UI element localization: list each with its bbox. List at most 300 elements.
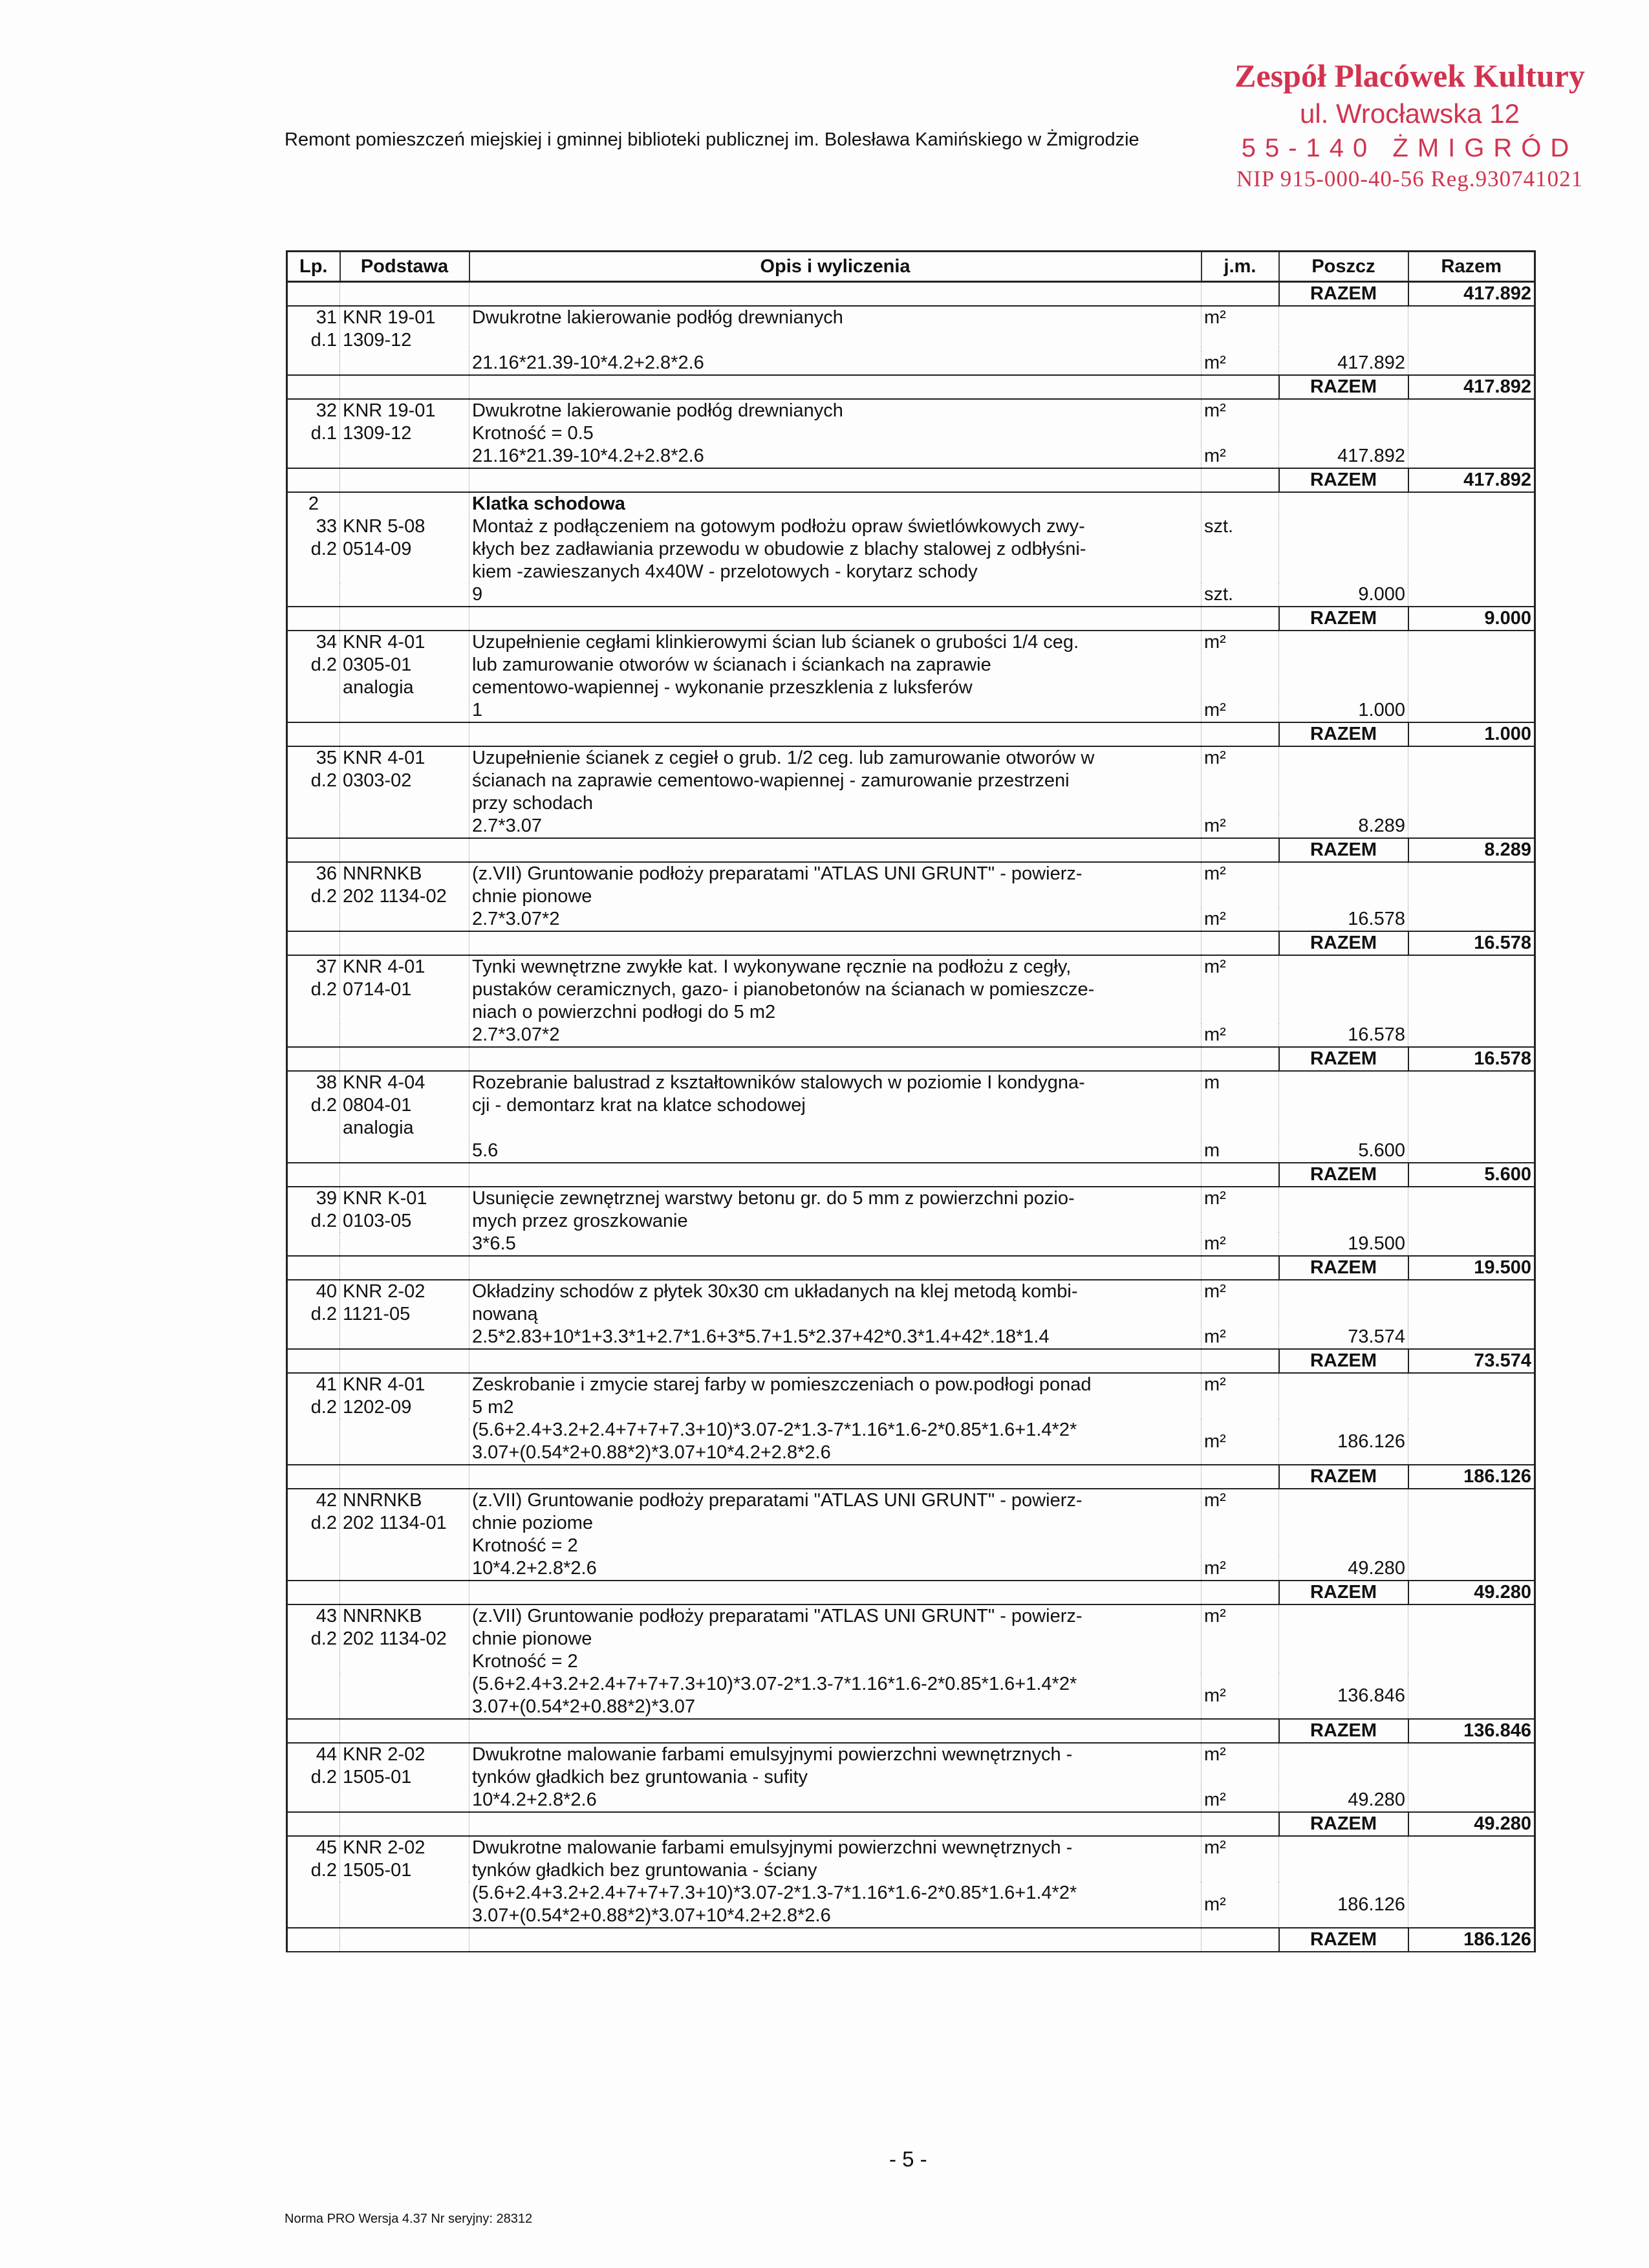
razem-desc-empty — [469, 1047, 1202, 1071]
item-lp-line: 42 — [316, 1490, 337, 1511]
calc-unit: m² — [1202, 1024, 1279, 1047]
razem-value: 49.280 — [1408, 1581, 1535, 1604]
calc-lp-empty — [287, 1139, 340, 1163]
razem-value: 417.892 — [1408, 468, 1535, 492]
table-row — [287, 1373, 1535, 1419]
item-lp — [287, 306, 340, 352]
item-description-line: Rozebranie balustrad z kształtowników stalowych w poziomie I kondygna- — [472, 1072, 1085, 1093]
razem-row — [287, 1349, 1535, 1373]
item-description — [469, 1280, 1202, 1326]
software-footer: Norma PRO Wersja 4.37 Nr seryjny: 28312 — [285, 2212, 533, 2226]
calc-total-empty — [1408, 583, 1535, 607]
item-lp — [287, 1489, 340, 1557]
item-lp — [287, 955, 340, 1024]
calc-expression — [469, 1557, 1202, 1581]
razem-label: RAZEM — [1279, 468, 1408, 492]
table-row — [287, 1187, 1535, 1233]
item-unit: m² — [1202, 862, 1279, 908]
razem-label: RAZEM — [1279, 607, 1408, 631]
razem-unit-empty — [1202, 1581, 1279, 1604]
item-basis — [340, 1071, 469, 1139]
item-description-line: (z.VII) Gruntowanie podłoży preparatami "ATLAS UNI GRUNT" - powierz- — [472, 1606, 1083, 1626]
item-basis — [340, 746, 469, 815]
calc-basis-empty — [340, 1326, 469, 1349]
calc-basis-empty — [340, 445, 469, 468]
item-basis-line: 1202-09 — [343, 1397, 412, 1418]
col-unit-header: j.m. — [1202, 252, 1279, 282]
item-basis-line: 0804-01 — [343, 1095, 412, 1116]
calc-expression — [469, 352, 1202, 375]
item-description-line: kiem -zawieszanych 4x40W - przelotowych - korytarz schody — [472, 561, 978, 582]
razem-basis-empty — [340, 722, 469, 746]
razem-row — [287, 282, 1535, 307]
calc-expression-line: 5.6 — [472, 1140, 499, 1161]
razem-desc-empty — [469, 722, 1202, 746]
section-row — [287, 492, 1535, 515]
item-basis-line: 0514-09 — [343, 539, 412, 559]
razem-unit-empty — [1202, 1719, 1279, 1743]
calc-row — [287, 1139, 1535, 1163]
razem-value: 8.289 — [1408, 838, 1535, 862]
razem-basis-empty — [340, 1163, 469, 1187]
razem-lp-empty — [287, 1812, 340, 1836]
item-description — [469, 1836, 1202, 1882]
razem-basis-empty — [340, 375, 469, 399]
item-description — [469, 399, 1202, 445]
calc-row — [287, 815, 1535, 838]
razem-row — [287, 722, 1535, 746]
razem-lp-empty — [287, 468, 340, 492]
calc-unit: m² — [1202, 1789, 1279, 1812]
razem-basis-empty — [340, 838, 469, 862]
razem-lp-empty — [287, 838, 340, 862]
calc-expression — [469, 1024, 1202, 1047]
table-header-row — [287, 252, 1535, 282]
razem-basis-empty — [340, 1812, 469, 1836]
calc-lp-empty — [287, 1789, 340, 1812]
razem-label: RAZEM — [1279, 1928, 1408, 1952]
calc-unit: m² — [1202, 1326, 1279, 1349]
item-basis — [340, 955, 469, 1024]
section-partial — [1279, 492, 1408, 515]
calc-row — [287, 1673, 1535, 1719]
calc-expression — [469, 1789, 1202, 1812]
calc-partial: 136.846 — [1279, 1673, 1408, 1719]
calc-expression — [469, 445, 1202, 468]
razem-unit-empty — [1202, 1812, 1279, 1836]
calc-basis-empty — [340, 815, 469, 838]
item-basis-line: KNR 4-01 — [343, 956, 426, 977]
razem-value: 186.126 — [1408, 1928, 1535, 1952]
calc-expression-line: 1 — [472, 700, 483, 720]
item-partial — [1279, 515, 1408, 583]
item-description — [469, 515, 1202, 583]
item-lp-line: d.2 — [310, 1513, 337, 1533]
item-partial — [1279, 1604, 1408, 1673]
item-description-line: chnie pionowe — [472, 886, 592, 907]
razem-desc-empty — [469, 1928, 1202, 1952]
calc-total-empty — [1408, 1326, 1535, 1349]
calc-partial: 73.574 — [1279, 1326, 1408, 1349]
calc-unit: m² — [1202, 1673, 1279, 1719]
razem-value: 16.578 — [1408, 1047, 1535, 1071]
calc-expression-line: 21.16*21.39-10*4.2+2.8*2.6 — [472, 352, 704, 373]
item-description-line: nowaną — [472, 1304, 538, 1324]
table-row — [287, 631, 1535, 699]
razem-unit-empty — [1202, 607, 1279, 631]
item-description-line: przy schodach — [472, 793, 593, 814]
razem-label: RAZEM — [1279, 722, 1408, 746]
razem-desc-empty — [469, 375, 1202, 399]
calc-expression-line: 2.7*3.07*2 — [472, 909, 560, 929]
item-description — [469, 1743, 1202, 1789]
razem-value: 136.846 — [1408, 1719, 1535, 1743]
calc-partial: 186.126 — [1279, 1882, 1408, 1928]
razem-lp-empty — [287, 1047, 340, 1071]
razem-desc-empty — [469, 1256, 1202, 1280]
razem-unit-empty — [1202, 1928, 1279, 1952]
calc-partial: 19.500 — [1279, 1233, 1408, 1256]
calc-lp-empty — [287, 352, 340, 375]
item-lp — [287, 862, 340, 908]
item-lp-line: d.2 — [310, 1628, 337, 1649]
razem-basis-empty — [340, 1465, 469, 1489]
razem-unit-empty — [1202, 838, 1279, 862]
calc-expression — [469, 699, 1202, 722]
item-unit: m² — [1202, 1280, 1279, 1326]
razem-label: RAZEM — [1279, 1812, 1408, 1836]
col-description-header: Opis i wyliczenia — [469, 252, 1202, 282]
section-title: Klatka schodowa — [469, 492, 1202, 515]
item-basis — [340, 631, 469, 699]
calc-row — [287, 1419, 1535, 1465]
item-lp-line: 40 — [316, 1281, 337, 1302]
stamp-city: 55-140 ŻMIGRÓD — [1241, 134, 1579, 162]
item-basis-line: NNRNKB — [343, 863, 422, 884]
razem-unit-empty — [1202, 375, 1279, 399]
item-total — [1408, 1373, 1535, 1419]
item-basis-line: KNR 5-08 — [343, 516, 426, 537]
calc-row — [287, 699, 1535, 722]
calc-total-empty — [1408, 815, 1535, 838]
calc-lp-empty — [287, 445, 340, 468]
calc-row — [287, 908, 1535, 931]
item-basis-line: 1309-12 — [343, 423, 412, 444]
calc-expression — [469, 1139, 1202, 1163]
item-lp — [287, 1836, 340, 1882]
item-lp — [287, 399, 340, 445]
item-basis-line: 0305-01 — [343, 654, 412, 675]
razem-label: RAZEM — [1279, 375, 1408, 399]
razem-basis-empty — [340, 1581, 469, 1604]
calc-basis-empty — [340, 1024, 469, 1047]
item-total — [1408, 1187, 1535, 1233]
item-basis — [340, 862, 469, 908]
razem-row — [287, 1928, 1535, 1952]
razem-basis-empty — [340, 1719, 469, 1743]
razem-desc-empty — [469, 1349, 1202, 1373]
item-lp-line: 35 — [316, 748, 337, 768]
calc-total-empty — [1408, 908, 1535, 931]
calc-basis-empty — [340, 908, 469, 931]
razem-unit-empty — [1202, 1465, 1279, 1489]
item-description — [469, 1373, 1202, 1419]
calc-expression — [469, 815, 1202, 838]
calc-total-empty — [1408, 1233, 1535, 1256]
calc-total-empty — [1408, 445, 1535, 468]
item-basis-line: KNR 2-02 — [343, 1744, 426, 1765]
calc-row — [287, 1024, 1535, 1047]
item-lp-line: d.2 — [310, 979, 337, 1000]
item-lp-line: 41 — [316, 1374, 337, 1395]
calc-lp-empty — [287, 1673, 340, 1719]
item-lp-line: 45 — [316, 1837, 337, 1858]
razem-lp-empty — [287, 931, 340, 955]
item-lp — [287, 1373, 340, 1419]
calc-row — [287, 1326, 1535, 1349]
item-basis-line: KNR 19-01 — [343, 307, 436, 328]
item-unit: m² — [1202, 1187, 1279, 1233]
calc-lp-empty — [287, 1882, 340, 1928]
razem-basis-empty — [340, 1349, 469, 1373]
razem-basis-empty — [340, 1928, 469, 1952]
razem-value: 49.280 — [1408, 1812, 1535, 1836]
stamp-nip: NIP 915-000-40-56 Reg.930741021 — [1236, 166, 1584, 191]
calc-lp-empty — [287, 1233, 340, 1256]
razem-value: 9.000 — [1408, 607, 1535, 631]
item-basis-line: analogia — [343, 1118, 414, 1138]
item-basis-line: 1309-12 — [343, 330, 412, 351]
table-row — [287, 1743, 1535, 1789]
item-description — [469, 1187, 1202, 1233]
razem-row — [287, 1163, 1535, 1187]
item-basis-line: KNR 19-01 — [343, 400, 436, 421]
cost-estimate-table — [286, 250, 1536, 1952]
razem-lp-empty — [287, 1256, 340, 1280]
razem-value: 5.600 — [1408, 1163, 1535, 1187]
item-description-line: Dwukrotne lakierowanie podłóg drewnianych — [472, 400, 843, 421]
item-basis-line: KNR K-01 — [343, 1188, 427, 1209]
calc-expression-line: 21.16*21.39-10*4.2+2.8*2.6 — [472, 446, 704, 466]
institution-stamp — [1216, 56, 1604, 194]
table-row — [287, 515, 1535, 583]
item-description-line: Dwukrotne lakierowanie podłóg drewnianych — [472, 307, 843, 328]
razem-desc-empty — [469, 1581, 1202, 1604]
item-lp-line: 34 — [316, 632, 337, 653]
item-unit: szt. — [1202, 515, 1279, 583]
calc-expression-line: 10*4.2+2.8*2.6 — [472, 1558, 597, 1579]
item-total — [1408, 955, 1535, 1024]
col-partial-header: Poszcz — [1279, 252, 1408, 282]
item-description — [469, 955, 1202, 1024]
calc-unit: szt. — [1202, 583, 1279, 607]
calc-expression — [469, 1419, 1202, 1465]
calc-partial: 8.289 — [1279, 815, 1408, 838]
item-partial — [1279, 746, 1408, 815]
page-number: - 5 - — [889, 2147, 927, 2171]
item-basis-line: 0303-02 — [343, 770, 412, 791]
table-body — [287, 282, 1535, 1952]
calc-lp-empty — [287, 1557, 340, 1581]
item-unit: m² — [1202, 1373, 1279, 1419]
item-description-line: kłych bez zadławiania przewodu w obudowie z blachy stalowej z odbłyśni- — [472, 539, 1086, 559]
item-total — [1408, 1604, 1535, 1673]
item-description-line: Dwukrotne malowanie farbami emulsyjnymi powierzchni wewnętrznych - — [472, 1744, 1073, 1765]
item-unit: m — [1202, 1071, 1279, 1139]
razem-value: 73.574 — [1408, 1349, 1535, 1373]
calc-lp-empty — [287, 908, 340, 931]
item-description-line: Uzupełnienie cegłami klinkierowymi ścian lub ścianek o grubości 1/4 ceg. — [472, 632, 1079, 653]
calc-unit: m² — [1202, 1233, 1279, 1256]
item-basis-line: 1505-01 — [343, 1860, 412, 1881]
item-basis — [340, 1373, 469, 1419]
calc-row — [287, 352, 1535, 375]
razem-unit-empty — [1202, 468, 1279, 492]
item-total — [1408, 1489, 1535, 1557]
razem-basis-empty — [340, 607, 469, 631]
item-partial — [1279, 1489, 1408, 1557]
col-lp-header: Lp. — [287, 252, 340, 282]
section-unit — [1202, 492, 1279, 515]
item-unit: m² — [1202, 399, 1279, 445]
razem-value: 186.126 — [1408, 1465, 1535, 1489]
item-basis — [340, 1604, 469, 1673]
calc-expression — [469, 1673, 1202, 1719]
razem-unit-empty — [1202, 1256, 1279, 1280]
razem-lp-empty — [287, 1349, 340, 1373]
item-lp-line: 44 — [316, 1744, 337, 1765]
item-lp-line: 39 — [316, 1188, 337, 1209]
calc-expression-line: 2.7*3.07 — [472, 815, 543, 836]
item-description-line: Krotność = 0.5 — [472, 423, 594, 444]
item-partial — [1279, 1836, 1408, 1882]
item-total — [1408, 1743, 1535, 1789]
calc-partial: 49.280 — [1279, 1789, 1408, 1812]
item-basis — [340, 306, 469, 352]
razem-label: RAZEM — [1279, 1581, 1408, 1604]
item-description — [469, 746, 1202, 815]
table-row — [287, 1604, 1535, 1673]
razem-label: RAZEM — [1279, 1163, 1408, 1187]
item-description — [469, 1489, 1202, 1557]
item-partial — [1279, 399, 1408, 445]
table-row — [287, 746, 1535, 815]
razem-basis-empty — [340, 931, 469, 955]
calc-lp-empty — [287, 815, 340, 838]
item-basis-line: KNR 2-02 — [343, 1281, 426, 1302]
item-basis-line: 1121-05 — [343, 1304, 411, 1324]
item-total — [1408, 399, 1535, 445]
item-basis-line: NNRNKB — [343, 1606, 422, 1626]
calc-expression-line: (5.6+2.4+3.2+2.4+7+7+7.3+10)*3.07-2*1.3-7*1.16*1.6-2*0.85*1.6+1.4*2* — [472, 1420, 1077, 1440]
item-description-line: Dwukrotne malowanie farbami emulsyjnymi powierzchni wewnętrznych - — [472, 1837, 1073, 1858]
item-unit: m² — [1202, 955, 1279, 1024]
razem-row — [287, 607, 1535, 631]
item-lp-line: 43 — [316, 1606, 337, 1626]
calc-unit: m² — [1202, 908, 1279, 931]
razem-label: RAZEM — [1279, 931, 1408, 955]
razem-lp-empty — [287, 1465, 340, 1489]
calc-total-empty — [1408, 1882, 1535, 1928]
table-row — [287, 862, 1535, 908]
item-lp-line: 36 — [316, 863, 337, 884]
calc-unit: m² — [1202, 1882, 1279, 1928]
calc-expression-line: 2.7*3.07*2 — [472, 1024, 560, 1045]
item-description-line: chnie poziome — [472, 1513, 593, 1533]
item-basis-line: KNR 4-01 — [343, 632, 426, 653]
item-unit: m² — [1202, 1489, 1279, 1557]
razem-unit-empty — [1202, 1163, 1279, 1187]
item-total — [1408, 515, 1535, 583]
section-number: 2 — [287, 492, 340, 515]
item-lp — [287, 1280, 340, 1326]
item-lp-line: 37 — [316, 956, 337, 977]
item-partial — [1279, 1071, 1408, 1139]
calc-expression-line: 3*6.5 — [472, 1233, 516, 1254]
item-basis-line: 202 1134-02 — [343, 1628, 447, 1649]
item-basis-line: 1505-01 — [343, 1767, 412, 1787]
col-total-header: Razem — [1408, 252, 1535, 282]
stamp-street: ul. Wrocławska 12 — [1299, 98, 1520, 129]
item-partial — [1279, 1280, 1408, 1326]
razem-value: 1.000 — [1408, 722, 1535, 746]
razem-lp-empty — [287, 722, 340, 746]
razem-row — [287, 375, 1535, 399]
calc-lp-empty — [287, 583, 340, 607]
calc-basis-empty — [340, 1233, 469, 1256]
razem-desc-empty — [469, 607, 1202, 631]
calc-expression — [469, 1233, 1202, 1256]
item-basis-line: 202 1134-02 — [343, 886, 447, 907]
item-lp-line: d.2 — [310, 1860, 337, 1881]
item-lp — [287, 1187, 340, 1233]
calc-total-empty — [1408, 699, 1535, 722]
item-description-line: Krotność = 2 — [472, 1535, 578, 1556]
item-basis-line: 0103-05 — [343, 1211, 412, 1231]
calc-lp-empty — [287, 1024, 340, 1047]
item-lp-line: d.2 — [310, 539, 337, 559]
item-lp-line: 38 — [316, 1072, 337, 1093]
item-lp-line: d.2 — [310, 654, 337, 675]
item-basis-line: KNR 4-01 — [343, 748, 426, 768]
item-partial — [1279, 862, 1408, 908]
calc-lp-empty — [287, 1326, 340, 1349]
item-unit: m² — [1202, 631, 1279, 699]
item-lp-line: d.1 — [310, 330, 337, 351]
razem-label: RAZEM — [1279, 1465, 1408, 1489]
calc-basis-empty — [340, 699, 469, 722]
razem-row — [287, 1812, 1535, 1836]
item-lp — [287, 631, 340, 699]
razem-row — [287, 1256, 1535, 1280]
calc-expression-line: 3.07+(0.54*2+0.88*2)*3.07+10*4.2+2.8*2.6 — [472, 1442, 831, 1463]
calc-unit: m² — [1202, 1557, 1279, 1581]
calc-expression-line: 10*4.2+2.8*2.6 — [472, 1789, 597, 1810]
item-lp-line: 31 — [316, 307, 337, 328]
item-description-line: Montaż z podłączeniem na gotowym podłożu opraw świetlówkowych zwy- — [472, 516, 1085, 537]
item-description — [469, 1071, 1202, 1139]
calc-basis-empty — [340, 583, 469, 607]
calc-total-empty — [1408, 352, 1535, 375]
razem-basis-empty — [340, 1256, 469, 1280]
item-basis — [340, 1280, 469, 1326]
item-unit: m² — [1202, 1836, 1279, 1882]
item-description-line: (z.VII) Gruntowanie podłoży preparatami "ATLAS UNI GRUNT" - powierz- — [472, 1490, 1083, 1511]
item-partial — [1279, 631, 1408, 699]
razem-lp-empty — [287, 1719, 340, 1743]
calc-unit: m² — [1202, 445, 1279, 468]
item-lp-line: d.2 — [310, 1767, 337, 1787]
